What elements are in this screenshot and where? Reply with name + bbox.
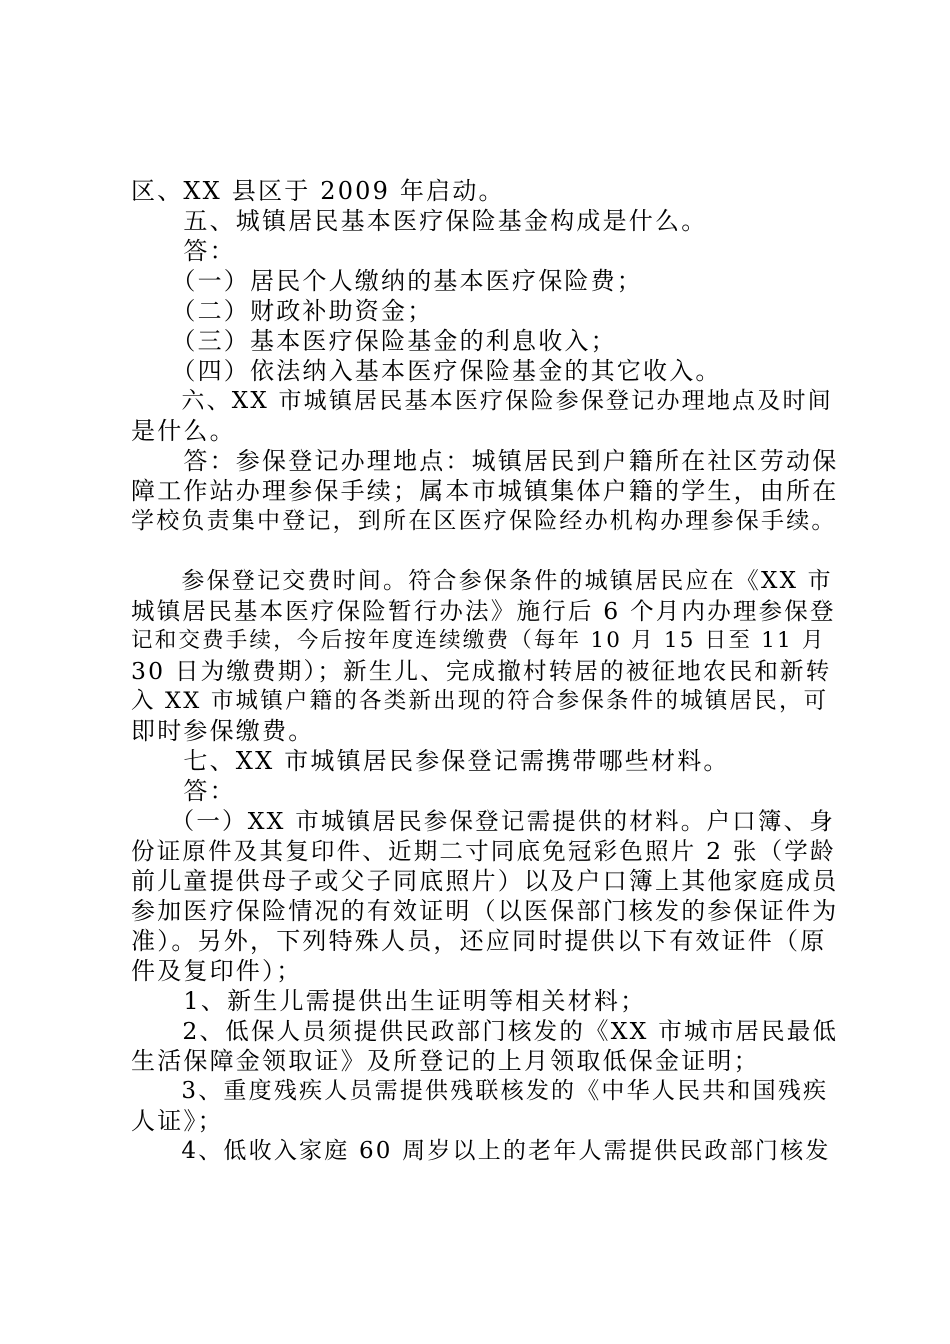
list-item: 4、低收入家庭 60 周岁以上的老年人需提供民政部门核发: [131, 1138, 831, 1164]
list-item: （一）居民个人缴纳的基本医疗保险费；: [131, 267, 643, 295]
list-item: 1、新生儿需提供出生证明等相关材料；: [131, 987, 647, 1015]
blank-line: [131, 536, 839, 566]
text-line: （一）XX 市城镇居民参保登记需提供的材料。户口簿、身: [131, 807, 835, 835]
body-text: [131, 176, 839, 1166]
text-line: 障工作站办理参保手续；属本市城镇集体户籍的学生，由所在: [131, 477, 839, 505]
text-line: 件及复印件）；: [131, 957, 303, 985]
text-line: 是什么。: [131, 417, 236, 445]
text-line: 记和交费手续，今后按年度连续缴费（每年 10 月 15 日至 11 月: [131, 628, 826, 653]
text-line: 人证》；: [131, 1107, 224, 1135]
text-line: 准）。另外，下列特殊人员，还应同时提供以下有效证件（原: [131, 927, 827, 955]
text-line: 份证原件及其复印件、近期二寸同底免冠彩色照片 2 张（学龄: [131, 837, 836, 865]
text-line: 前儿童提供母子或父子同底照片）以及户口簿上其他家庭成员: [131, 867, 839, 895]
section-heading-6: 六、XX 市城镇居民基本医疗保险参保登记办理地点及时间: [131, 388, 833, 414]
text-line: 入 XX 市城镇户籍的各类新出现的符合参保条件的城镇居民，可: [131, 688, 829, 714]
text-line: 30 日为缴费期）；新生儿、完成撤村转居的被征地农民和新转: [131, 657, 832, 685]
text-line: 区、XX 县区于 2009 年启动。: [131, 177, 505, 205]
section-heading-7: 七、XX 市城镇居民参保登记需携带哪些材料。: [131, 747, 730, 775]
text-line: 参加医疗保险情况的有效证明（以医保部门核发的参保证件为: [131, 897, 839, 925]
text-line: 参保登记交费时间。符合参保条件的城镇居民应在《XX 市: [131, 568, 833, 594]
text-line: 即时参保缴费。: [131, 717, 315, 745]
text-line: 答：参保登记办理地点：城镇居民到户籍所在社区劳动保: [131, 447, 839, 475]
list-item: 3、重度残疾人员需提供残联核发的《中华人民共和国残疾: [131, 1078, 829, 1104]
text-line: 答：: [131, 777, 236, 805]
text-line: 答：: [131, 237, 236, 265]
text-line: 城镇居民基本医疗保险暂行办法》施行后 6 个月内办理参保登: [131, 597, 836, 625]
text-line: 生活保障金领取证》及所登记的上月领取低保金证明；: [131, 1047, 760, 1075]
list-item: 2、低保人员须提供民政部门核发的《XX 市城市居民最低: [131, 1017, 839, 1045]
list-item: （四）依法纳入基本医疗保险基金的其它收入。: [131, 357, 722, 385]
list-item: （二）财政补助资金；: [131, 297, 434, 325]
section-heading-5: 五、城镇居民基本医疗保险基金构成是什么。: [131, 207, 708, 235]
text-line: 学校负责集中登记，到所在区医疗保险经办机构办理参保手续。: [131, 508, 837, 534]
list-item: （三）基本医疗保险基金的利息收入；: [131, 327, 617, 355]
